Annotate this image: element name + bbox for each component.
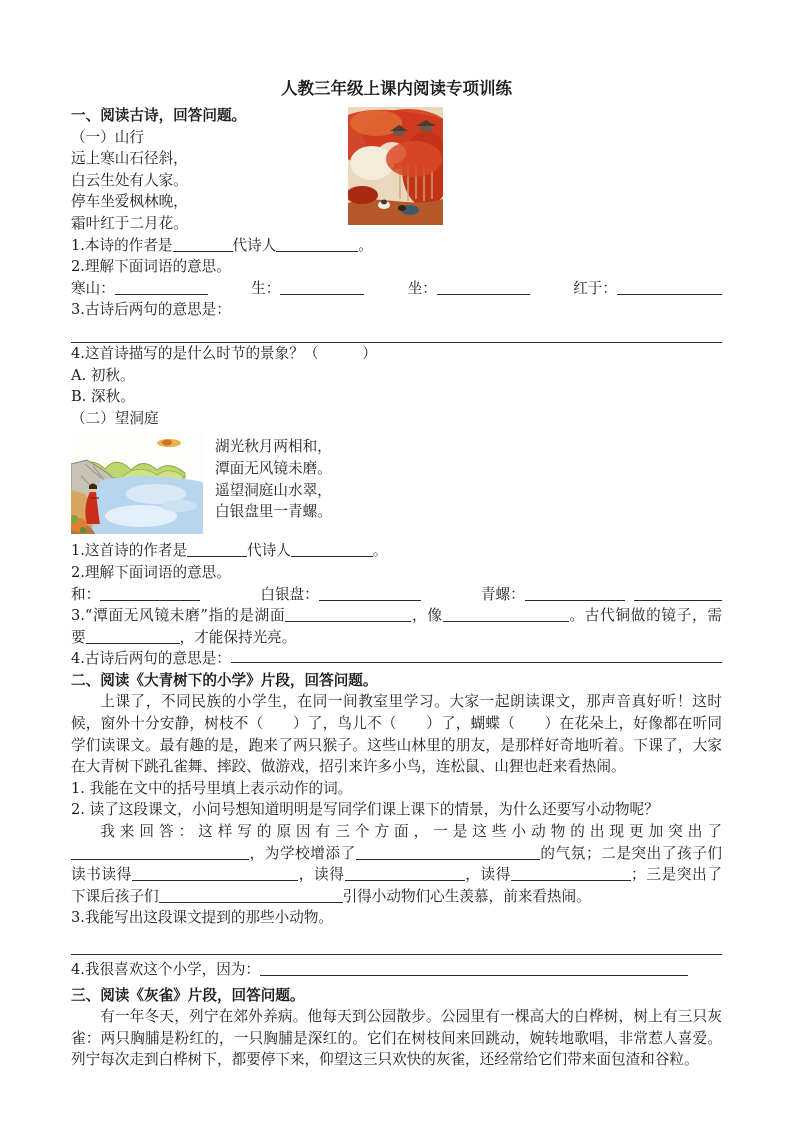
term <box>481 584 722 606</box>
term-label: 生： <box>251 279 281 297</box>
s2-answer-text: 引得小动物们心生羡慕，前来看热闹。 <box>342 887 591 905</box>
term <box>251 278 364 300</box>
s2-answer-paragraph <box>71 821 722 907</box>
term-label: 青螺： <box>480 585 525 603</box>
answer-blank <box>285 607 411 622</box>
answer-blank <box>71 845 249 860</box>
q7-text: ，像 <box>411 607 443 625</box>
q5-text: 代诗人 <box>247 542 291 560</box>
answer-line <box>71 321 722 343</box>
q5-text: 。 <box>372 542 388 560</box>
answer-blank <box>159 888 343 903</box>
poem-line: 潭面无风镜未磨。 <box>215 459 332 477</box>
section3-passage: 有一年冬天，列宁在郊外养病。他每天到公园散步。公园里有一棵高大的白桦树，树上有三只灰雀：两只胸脯是粉红的，一只胸脯是深红的。它们在树枝间来回跳动，婉转地歌唱，非常惹人喜爱。列宁每次走到白桦树下，都要停下来，仰望这三只欢快的灰雀，还经常给它们带来面包渣和谷粒。 <box>71 1008 722 1069</box>
q1-author <box>71 235 722 257</box>
q8-meaning <box>71 648 722 670</box>
answer-blank <box>280 280 364 295</box>
s2-q1: 1. 我能在文中的括号里填上表示动作的词。 <box>71 779 353 797</box>
poem-line: 湖光秋月两相和， <box>215 438 332 456</box>
section1-poem1-block <box>71 105 722 235</box>
answer-blank <box>86 629 180 644</box>
answer-blank <box>291 542 373 557</box>
answer-blank <box>319 586 421 601</box>
s2-q3: 3.我能写出这段课文提到的那些小动物。 <box>71 909 334 927</box>
answer-blank <box>100 586 200 601</box>
answer-blank <box>511 866 631 881</box>
poem-line: 白银盘里一青螺。 <box>215 503 332 521</box>
s2-q4-label: 4.我很喜欢这个小学，因为： <box>71 961 261 978</box>
q5-text: 1.这首诗的作者是 <box>71 542 188 560</box>
section1-poem2-block <box>71 432 722 534</box>
term <box>408 278 530 300</box>
shanxing-illustration <box>348 107 443 225</box>
q1-text: 1.本诗的作者是 <box>71 236 173 254</box>
q7-text: 3.“潭面无风镜未磨”指的是湖面 <box>71 607 286 625</box>
s2-answer-text: ，读得 <box>298 866 345 884</box>
term-label: 寒山： <box>71 279 115 297</box>
poem-line: 霜叶红于二月花。 <box>71 214 188 232</box>
q7-mirror-line1 <box>71 605 722 627</box>
q4-option-b: B. 深秋。 <box>71 388 135 406</box>
s2-answer-text: ；三是突出了下课后孩子们 <box>71 866 722 905</box>
answer-line <box>71 929 722 955</box>
term <box>71 584 200 606</box>
s2-answer-text: ，为学校增添了 <box>249 844 356 862</box>
answer-blank <box>634 586 722 601</box>
s2-answer-text: 的气氛；二是突出了孩子们读书读得 <box>71 844 722 884</box>
answer-blank <box>345 866 465 881</box>
q6-terms-row <box>71 584 722 606</box>
term-label: 和： <box>71 585 101 603</box>
answer-blank <box>356 845 540 860</box>
answer-blank <box>525 586 625 601</box>
answer-blank <box>437 280 530 295</box>
s2-q4 <box>71 959 722 981</box>
answer-blank <box>276 237 358 252</box>
section3-heading: 三、阅读《灰雀》片段，回答问题。 <box>71 986 305 1004</box>
answer-blank <box>231 648 722 663</box>
q7-text: 要 <box>71 628 86 646</box>
answer-blank <box>260 961 688 976</box>
answer-blank <box>173 237 233 252</box>
q1-text: 代诗人 <box>232 236 277 254</box>
q7-mirror-line2 <box>71 627 722 649</box>
q2-words-label: 2.理解下面词语的意思。 <box>71 258 231 276</box>
poem-line: 遥望洞庭山水翠， <box>215 481 332 499</box>
section1-heading: 一、阅读古诗，回答问题。 <box>71 107 247 124</box>
section2-passage: 上课了，不同民族的小学生，在同一间教室里学习。大家一起朗读课文，那声音真好听！这时候，窗外十分安静，树枝不（ ）了，鸟儿不（ ）了，蝴蝶（ ）在花朵上，好像都在听同学们读课文。最有趣的是，跑来了两只猴子。这些山林里的朋友，是那样好奇地听着。下课了，大家在大青树下跳孔雀舞、摔跤、做游戏，招引来许多小鸟，连松鼠、山狸也赶来看热闹。 <box>71 693 722 776</box>
q4-option-a: A. 初秋。 <box>71 366 135 384</box>
q2-terms-row <box>71 278 722 300</box>
section2-heading: 二、阅读《大青树下的小学》片段，回答问题。 <box>71 671 378 689</box>
answer-blank <box>115 280 208 295</box>
poem-line: 白云生处有人家。 <box>71 171 188 189</box>
q3-meaning-label: 3.古诗后两句的意思是： <box>71 301 231 319</box>
q4-season-label: 4.这首诗描写的是什么时节的景象？（ ） <box>71 344 377 362</box>
term <box>573 278 722 300</box>
q1-text: 。 <box>358 236 373 254</box>
term-label: 红于： <box>573 279 617 297</box>
q5-author <box>71 540 722 562</box>
poem-line: 远上寒山石径斜， <box>71 150 188 168</box>
poem2-subtitle: （二）望洞庭 <box>71 409 159 427</box>
q7-text: ，才能保持光亮。 <box>179 628 297 646</box>
term <box>260 584 420 606</box>
page-title: 人教三年级上课内阅读专项训练 <box>281 79 512 98</box>
q8-label: 4.古诗后两句的意思是： <box>71 650 231 668</box>
poem-line: 停车坐爱枫林晚， <box>71 193 188 211</box>
poem1-subtitle: （一）山行 <box>71 128 144 146</box>
term <box>71 278 208 300</box>
s2-answer-text: ，读得 <box>464 866 512 884</box>
s2-q2: 2. 读了这段课文，小问号想知道明明是写同学们课上课下的情景，为什么还要写小动物呢？ <box>71 801 659 819</box>
q6-words-label: 2.理解下面词语的意思。 <box>71 563 231 581</box>
answer-blank <box>132 866 298 881</box>
answer-blank <box>187 542 247 557</box>
term-label: 白银盘： <box>260 585 319 603</box>
q7-text: 。古代铜做的镜子，需 <box>568 607 722 625</box>
term-label: 坐： <box>407 279 437 297</box>
wangdongting-illustration <box>71 432 203 534</box>
answer-blank <box>443 607 569 622</box>
answer-blank <box>617 280 722 295</box>
s2-answer-text: 我来回答：这样写的原因有三个方面，一是这些小动物的出现更加突出了 <box>100 823 722 841</box>
poem2-lines <box>215 432 332 522</box>
